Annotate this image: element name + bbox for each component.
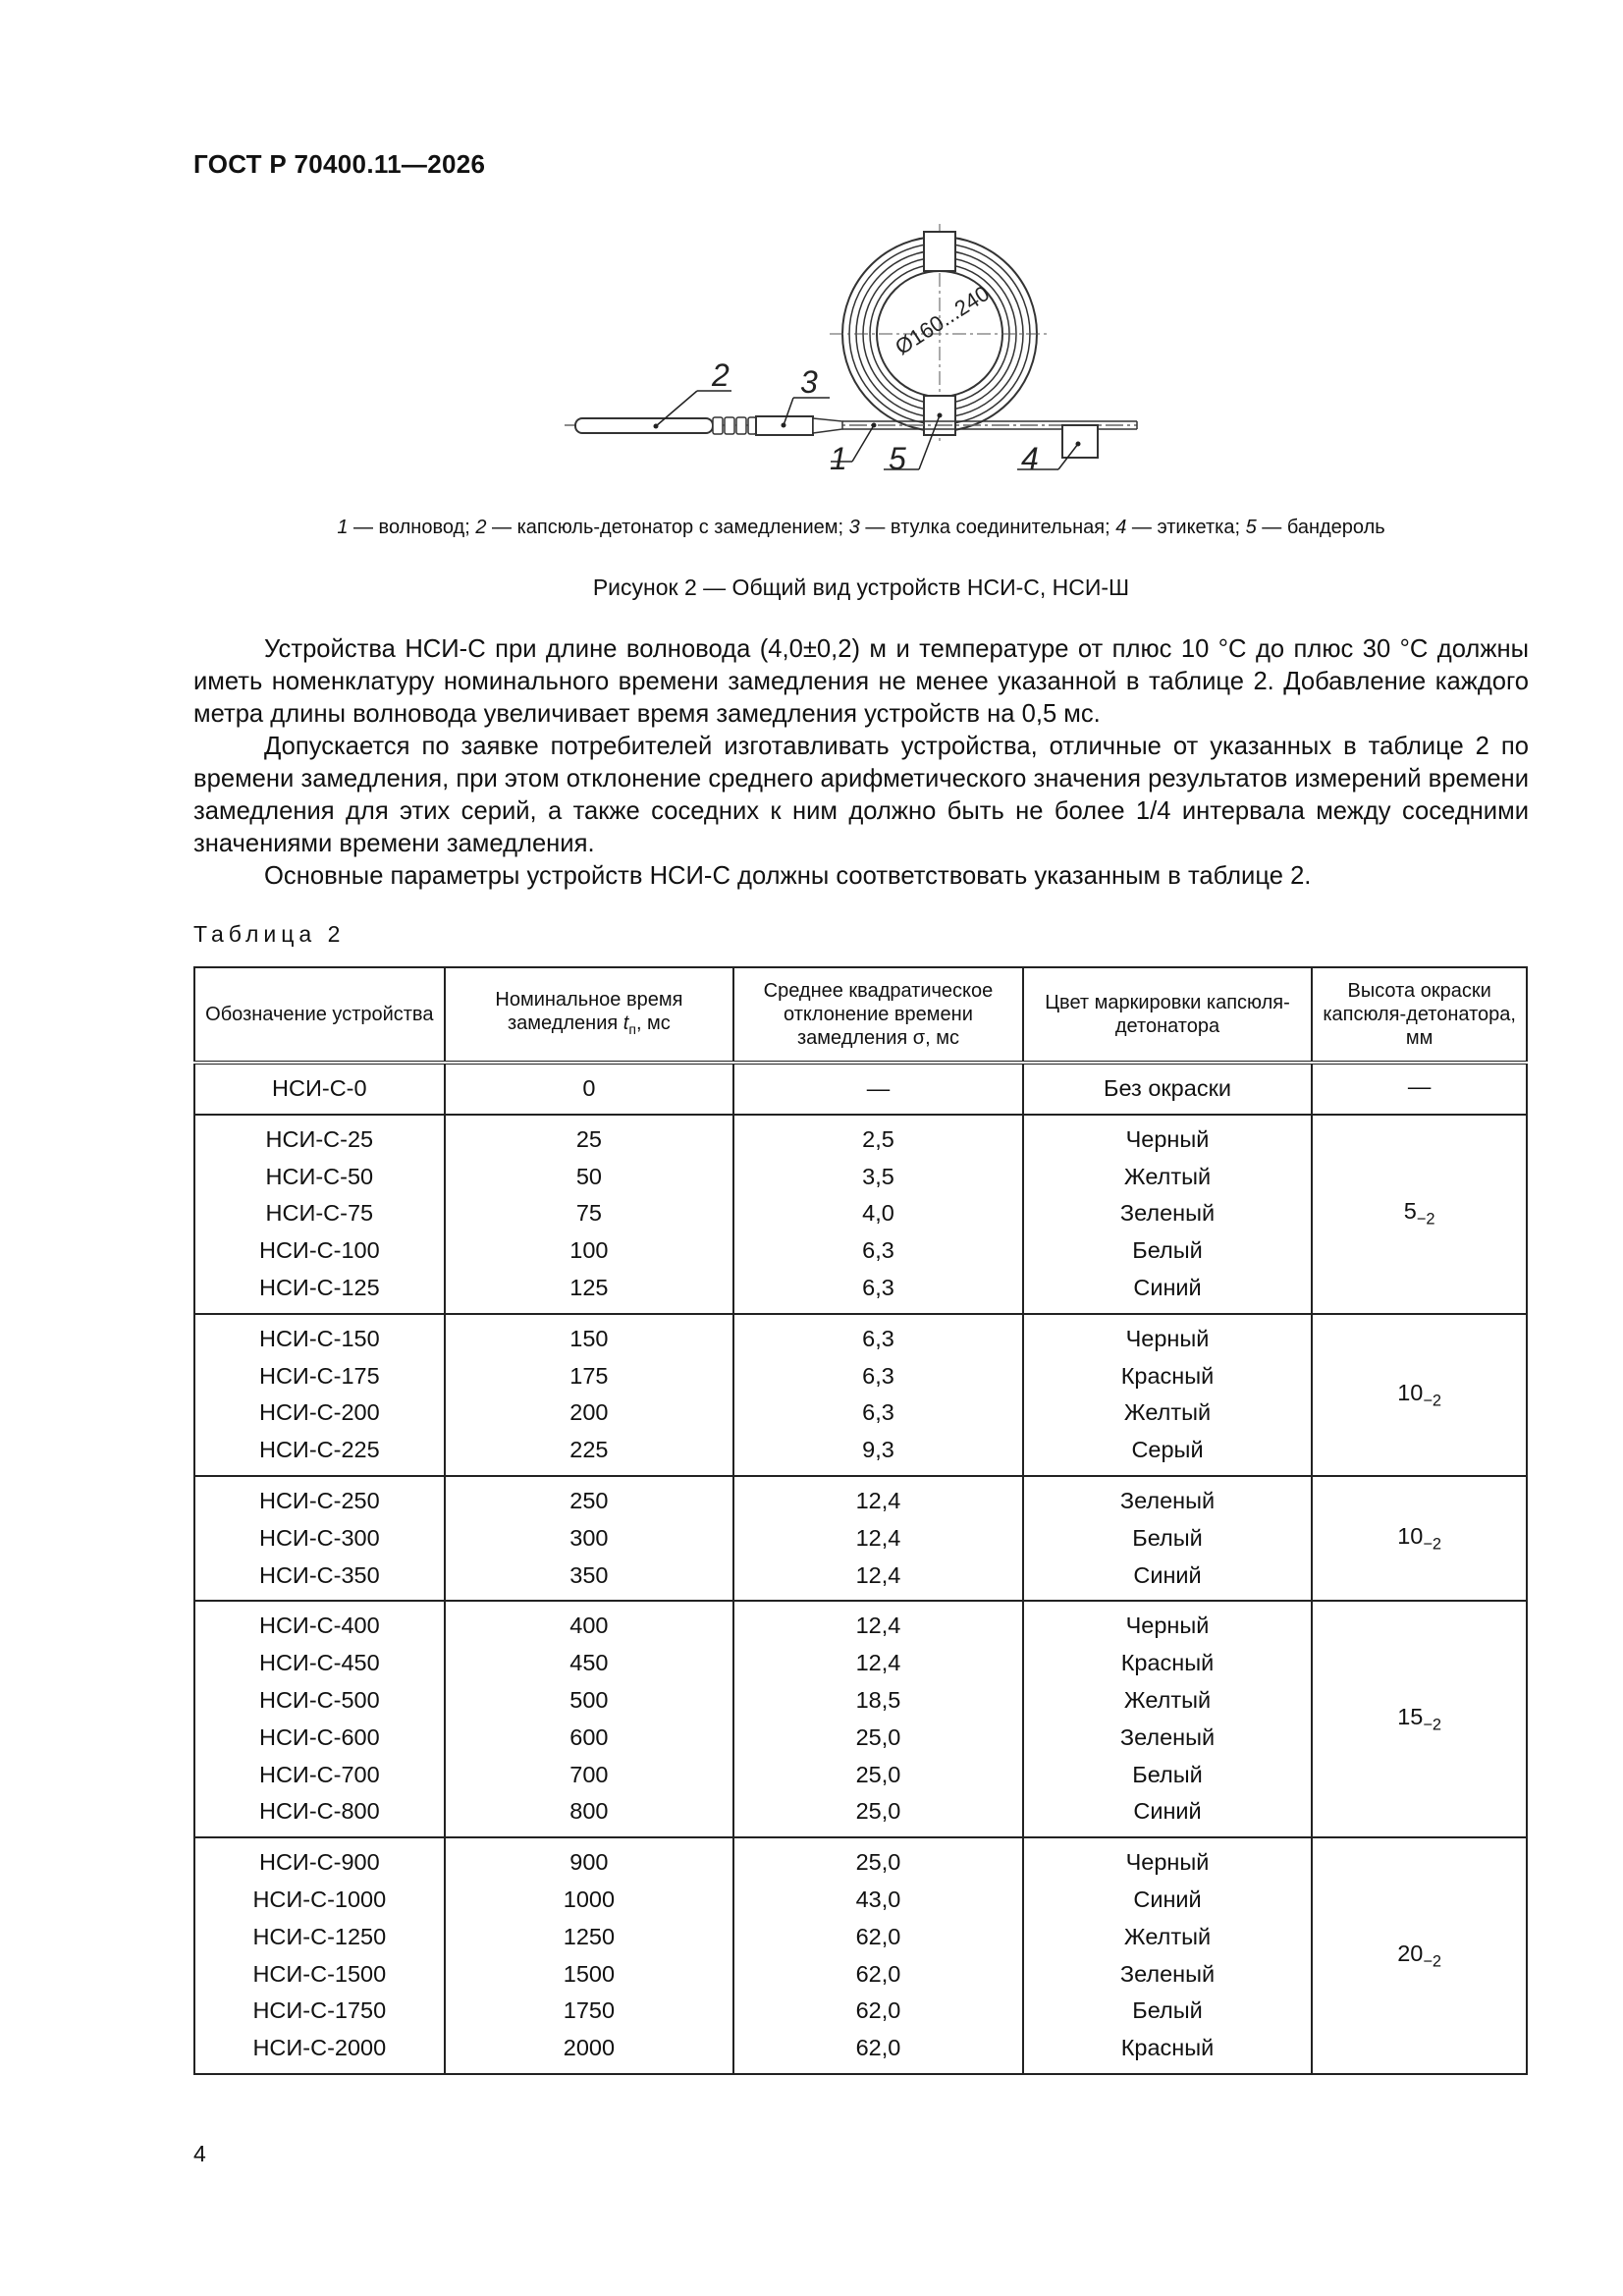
legend-num-3: 3 — [848, 517, 860, 538]
callout-4: 4 — [1021, 441, 1039, 476]
table-header-row — [194, 967, 1527, 1063]
table-row: НСИ-С-0 0 — Без окраски — — [194, 1063, 1527, 1115]
header-marking-color: Цвет маркировки капсюля-детонатора — [1023, 967, 1313, 1063]
sleeve-taper — [813, 418, 842, 433]
legend-text-1: — волновод; — [348, 517, 476, 538]
table-group — [194, 1601, 1527, 1837]
callout-5: 5 — [889, 441, 906, 476]
page-number: 4 — [193, 2141, 206, 2166]
paint-height-value: 5 — [1403, 1198, 1417, 1225]
table-group — [194, 1476, 1527, 1601]
callout-2: 2 — [712, 357, 730, 393]
legend-num-5: 5 — [1245, 517, 1257, 538]
device-drawing — [550, 224, 1159, 499]
legend-text-3: — втулка соединительная; — [859, 517, 1116, 538]
legend-num-1: 1 — [337, 517, 349, 538]
legend-num-4: 4 — [1115, 517, 1127, 538]
table-row: НСИ-С-25 НСИ-С-50 НСИ-С-75 НСИ-С-100 НСИ-С-125 25 50 75 100 125 2,5 3,5 4,0 6,3 6,3 Черный Желтый Зеленый Белый Синий $5_{-2}$ — [194, 1115, 1527, 1314]
paint-height-value: 20 — [1397, 1940, 1424, 1966]
body-text — [193, 633, 1529, 893]
figure-legend — [193, 517, 1529, 539]
paint-height-value: 10 — [1397, 1522, 1424, 1549]
document-header: ГОСТ Р 70400.11—2026 — [193, 149, 486, 179]
legend-text-5: — бандероль — [1256, 517, 1385, 538]
header-stddev: Среднее квадратическое отклонение времени замедления σ, мс — [733, 967, 1023, 1063]
diameter-label: Ø160...240 — [891, 280, 995, 360]
table-row: НСИ-С-400 НСИ-С-450 НСИ-С-500 НСИ-С-600 НСИ-С-700 НСИ-С-800 400 450 500 600 700 800 12,4 12,4 18,5 25,0 25,0 25,0 Черный Красный Желтый Зеленый Белый Синий $15_{-2}$ — [194, 1601, 1527, 1837]
parameters-table — [193, 966, 1528, 2075]
top-clamp — [924, 232, 955, 271]
paint-height-value: 15 — [1397, 1703, 1424, 1729]
crimp-rings — [713, 417, 756, 434]
table-row: НСИ-С-250 НСИ-С-300 НСИ-С-350 250 300 350 12,4 12,4 12,4 Зеленый Белый Синий $10_{-2}$ — [194, 1476, 1527, 1601]
detonator-capsule — [575, 418, 713, 433]
paragraph: Устройства НСИ-С при длине волновода (4,0±0,2) м и температуре от плюс 10 °С до плюс 30 °С должны иметь номенклатуру номинального времени замедления не менее указанной в таблице 2. Добавление каждого метра длины волновода увеличивает время замедления устройств на 0,5 мс. — [193, 635, 1529, 728]
figure-caption: Рисунок 2 — Общий вид устройств НСИ-С, НСИ-Ш — [592, 574, 1130, 600]
legend-text-4: — этикетка; — [1126, 517, 1246, 538]
table-group — [194, 1115, 1527, 1314]
table-label: Таблица 2 — [193, 921, 346, 947]
paragraph: Основные параметры устройств НСИ-С должны соответствовать указанным в таблице 2. — [264, 862, 1312, 890]
table-group — [194, 1837, 1527, 2074]
table-group — [194, 1063, 1527, 1115]
paragraph: Допускается по заявке потребителей изготавливать устройства, отличные от указанных в таблице 2 по времени замедления, при этом отклонение среднего арифметического значения результатов измерений времени замедления для этих серий, а также соседних к ним должно быть не более 1/4 интервала между соседними значениями времени замедления. — [193, 733, 1529, 857]
table-row: НСИ-С-150 НСИ-С-175 НСИ-С-200 НСИ-С-225 150 175 200 225 6,3 6,3 6,3 9,3 Черный Красный Желтый Серый $10_{-2}$ — [194, 1314, 1527, 1476]
callout-3: 3 — [800, 364, 818, 400]
label-tag — [1062, 425, 1098, 458]
table-group — [194, 1314, 1527, 1476]
table-row: НСИ-С-900 НСИ-С-1000 НСИ-С-1250 НСИ-С-1500 НСИ-С-1750 НСИ-С-2000 900 1000 1250 1500 1750 2000 25,0 43,0 62,0 62,0 62,0 62,0 Черный Синий Желтый Зеленый Белый Красный $20_{-2}$ — [194, 1837, 1527, 2074]
header-paint-height: Высота окраски капсюля-детонатора, мм — [1312, 967, 1527, 1063]
legend-num-2: 2 — [475, 517, 487, 538]
callout-1: 1 — [830, 441, 847, 476]
header-designation: Обозначение устройства — [194, 967, 445, 1063]
legend-text-2: — капсюль-детонатор с замедлением; — [486, 517, 849, 538]
paint-height-value: 10 — [1397, 1379, 1424, 1405]
header-nominal-time: Номинальное время замедления $t_п$, мс — [445, 967, 734, 1063]
paint-height-value: — — [1407, 1073, 1432, 1100]
